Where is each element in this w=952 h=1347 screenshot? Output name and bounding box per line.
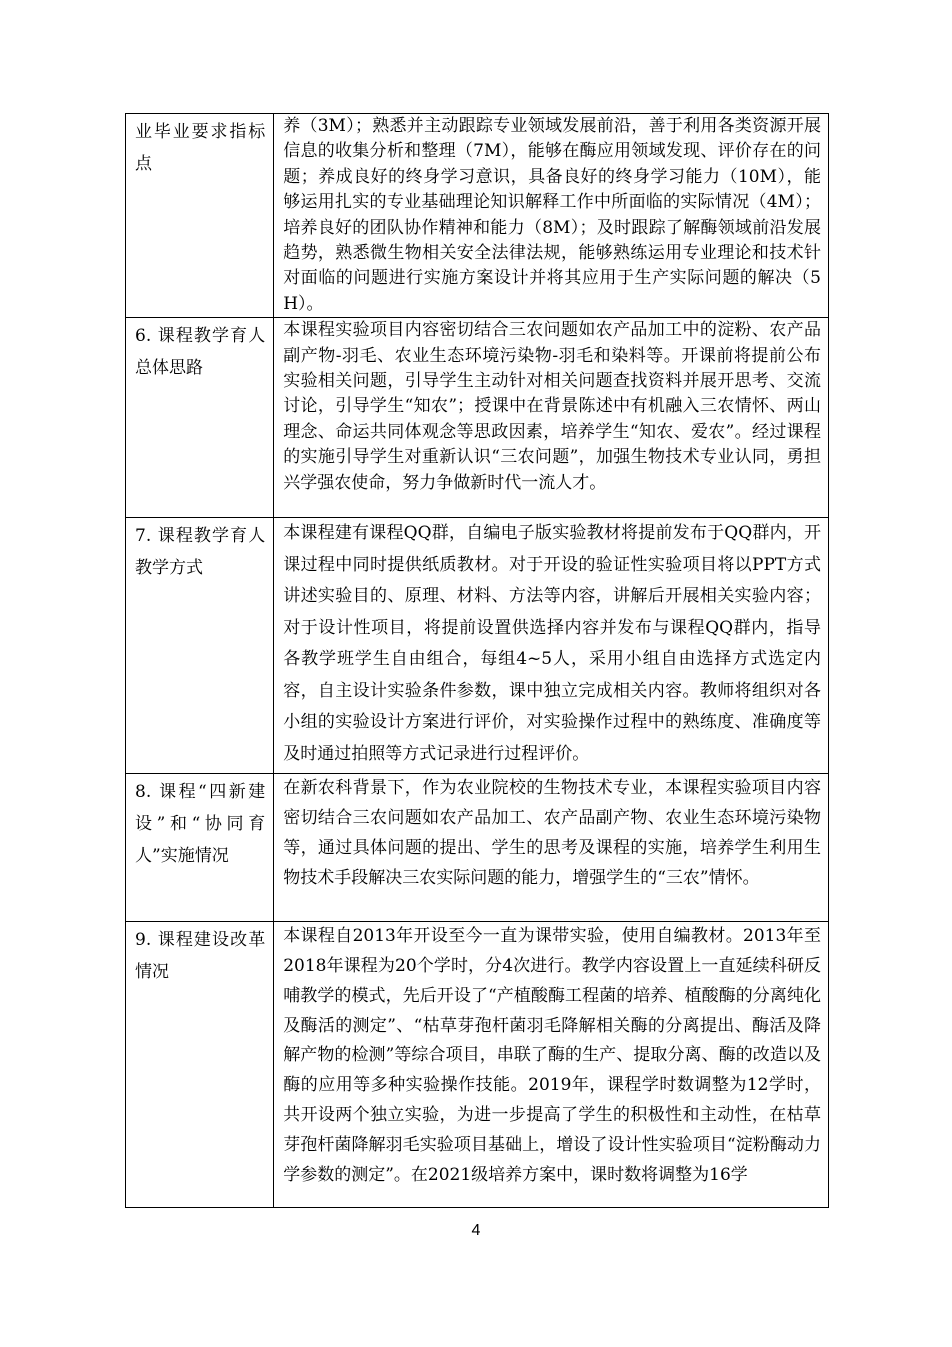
table-row (126, 922, 829, 1208)
row-label: 8. 课程“四新建设”和“协同育人”实施情况 (135, 782, 266, 867)
row-content: 本课程建有课程QQ群，自编电子版实验教材将提前发布于QQ群内，开课过程中同时提供纸质教材。对于开设的验证性实验项目将以PPT方式讲述实验目的、原理、材料、方法等内容，讲解后开展相关实验内容；对于设计性项目，将提前设置供选择内容并发布与课程QQ群内，指导各教学班学生自由组合，每组4~5人，采用小组自由选择方式选定内容，自主设计实验条件参数，课中独立完成相关内容。教师将组织对各小组的实验设计方案进行评价，对实验操作过程中的熟练度、准确度等及时通过拍照等方式记录进行过程评价。 (283, 523, 821, 764)
row-label-cell (126, 114, 274, 318)
course-info-table (125, 113, 829, 1208)
row-content: 养（3M）；熟悉并主动跟踪专业领域发展前沿，善于利用各类资源开展信息的收集分析和整理（7M），能够在酶应用领域发现、评价存在的问题；养成良好的终身学习意识，具备良好的终身学习能力（10M），能够运用扎实的专业基础理论知识解释工作中所面临的实际情况（4M）；培养良好的团队协作精神和能力（8M）；及时跟踪了解酶领域前沿发展趋势，熟悉微生物相关安全法律法规，能够熟练运用专业理论和技术针对面临的问题进行实施方案设计并将其应用于生产实际问题的解决（5H）。 (283, 116, 821, 314)
row-content-cell (274, 774, 829, 922)
row-content-cell (274, 318, 829, 518)
row-label-cell (126, 318, 274, 518)
row-content: 本课程自2013年开设至今一直为课带实验，使用自编教材。2013年至2018年课程为20个学时，分4次进行。教学内容设置上一直延续科研反哺教学的模式，先后开设了“产植酸酶工程菌的培养、植酸酶的分离纯化及酶活的测定”、“枯草芽孢杆菌羽毛降解相关酶的分离提出、酶活及降解产物的检测”等综合项目，串联了酶的生产、提取分离、酶的改造以及酶的应用等多种实验操作技能。2019年，课程学时数调整为12学时，共开设两个独立实验，为进一步提高了学生的积极性和主动性，在枯草芽孢杆菌降解羽毛实验项目基础上，增设了设计性实验项目“淀粉酶动力学参数的测定”。在2021级培养方案中，课时数将调整为16学 (283, 926, 821, 1185)
table-row (126, 114, 829, 318)
row-label: 业毕业要求指标点 (135, 122, 266, 174)
row-label-cell (126, 518, 274, 774)
row-label: 9. 课程建设改革情况 (135, 930, 266, 983)
row-content-cell (274, 114, 829, 318)
row-content: 本课程实验项目内容密切结合三农问题如农产品加工中的淀粉、农产品副产物-羽毛、农业生态环境污染物-羽毛和染料等。开课前将提前公布实验相关问题，引导学生主动针对相关问题查找资料并展开思考、交流讨论，引导学生“知农”；授课中在背景陈述中有机融入三农情怀、两山理念、命运共同体观念等思政因素，培养学生“知农、爱农”。经过课程的实施引导学生对重新认识“三农问题”，加强生物技术专业认同，勇担兴学强农使命，努力争做新时代一流人才。 (283, 320, 821, 493)
row-content-cell (274, 518, 829, 774)
page-number: 4 (471, 1222, 481, 1239)
row-content-cell (274, 922, 829, 1208)
row-label: 7. 课程教学育人教学方式 (135, 526, 266, 579)
table-row (126, 774, 829, 922)
table-row (126, 318, 829, 518)
row-label: 6. 课程教学育人总体思路 (135, 326, 266, 379)
row-label-cell (126, 774, 274, 922)
row-content: 在新农科背景下，作为农业院校的生物技术专业，本课程实验项目内容密切结合三农问题如农产品加工、农产品副产物、农业生态环境污染物等，通过具体问题的提出、学生的思考及课程的实施，培养学生利用生物技术手段解决三农实际问题的能力，增强学生的“三农”情怀。 (283, 778, 821, 888)
table-row (126, 518, 829, 774)
row-label-cell (126, 922, 274, 1208)
